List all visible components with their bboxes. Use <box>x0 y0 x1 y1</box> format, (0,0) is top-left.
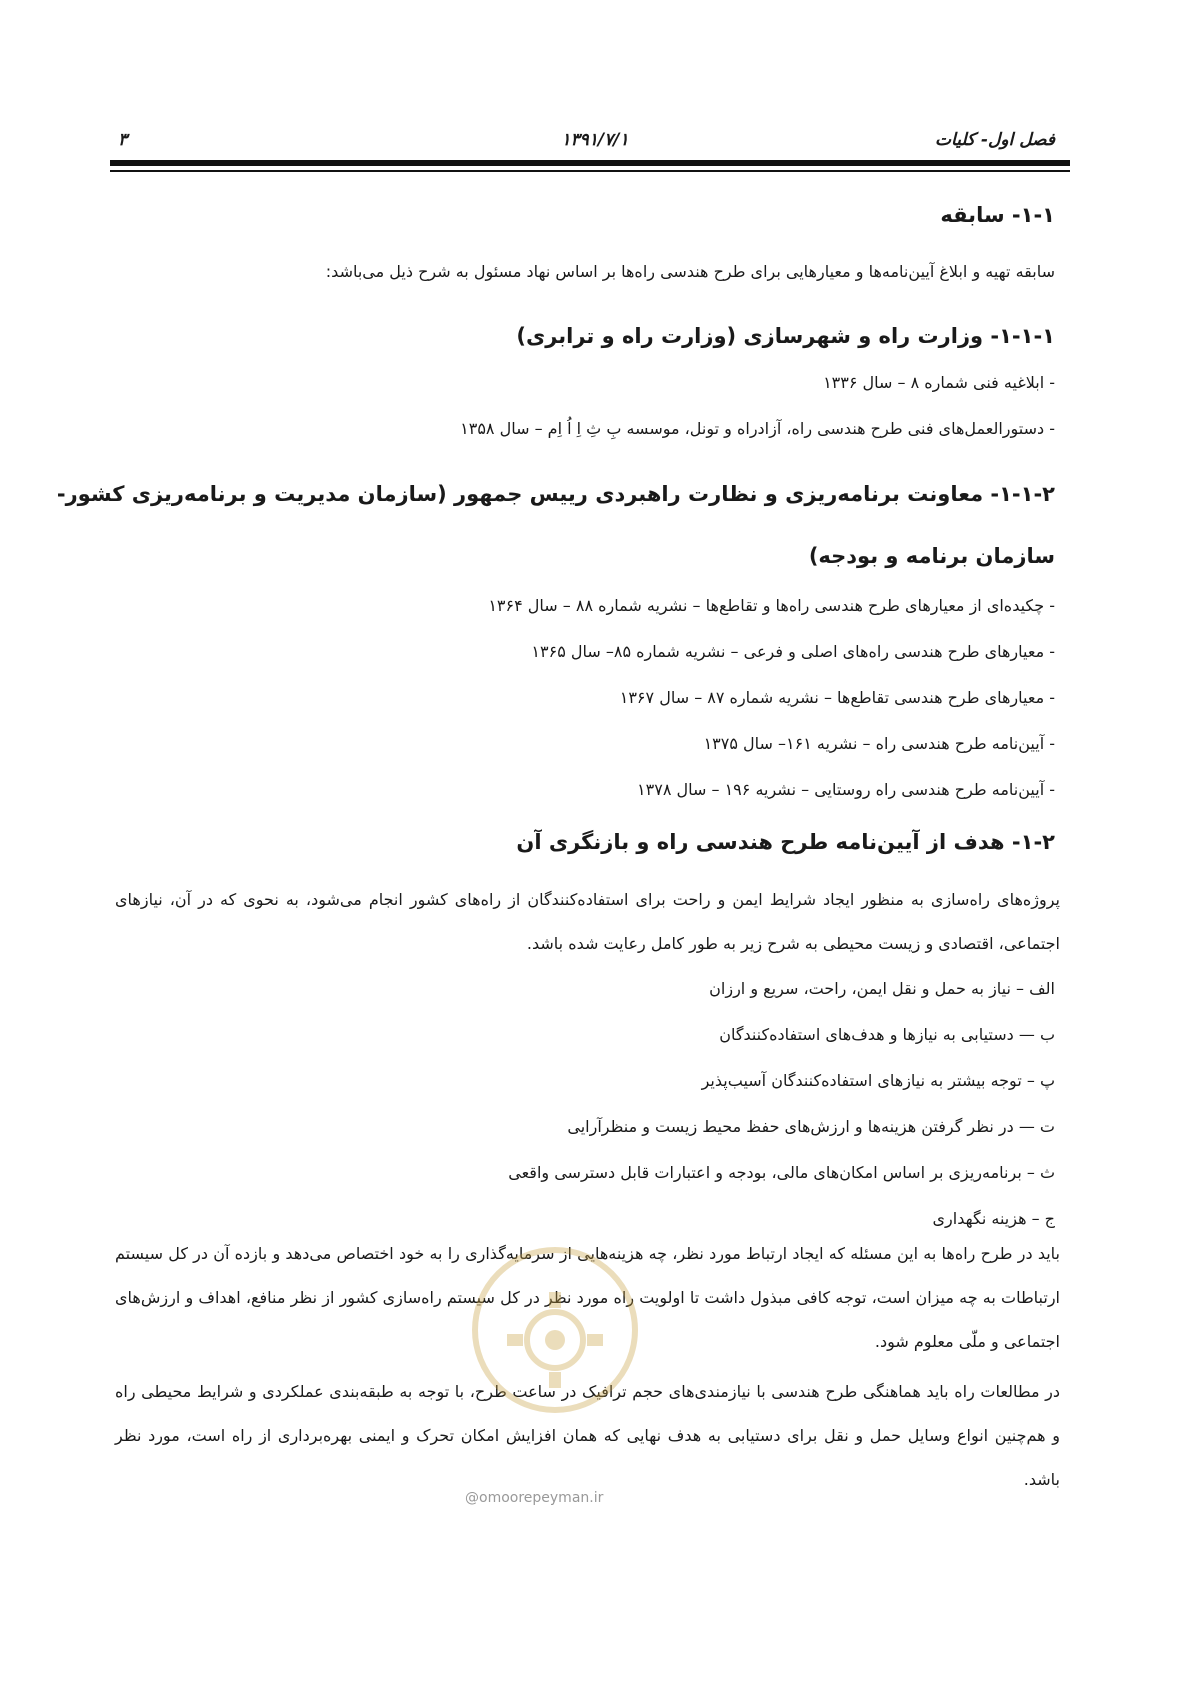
section-heading-1-1-2-cont: سازمان برنامه و بودجه) <box>808 544 1055 568</box>
publication-list <box>488 583 1055 813</box>
section-intro-1-1: سابقه تهیه و ابلاغ آیین‌نامه‌ها و معیارهایی برای طرح هندسی راه‌ها بر اساس نهاد مسئول به شرح ذیل می‌باشد: <box>325 262 1055 281</box>
paragraph-1: پروژه‌های راه‌سازی به منظور ایجاد شرایط ایمن و راحت برای استفاده‌کنندگان از راه‌های کشور انجام می‌شود، به نحوی که در آن، نیازهای اجتماعی، اقتصادی و زیست محیطی به شرح زیر به طور کامل رعایت شده باشد. <box>115 890 1060 953</box>
list-item: ب — دستیابی به نیازها و هدف‌های استفاده‌کنندگان <box>719 1025 1055 1044</box>
list-item: الف – نیاز به حمل و نقل ایمن، راحت، سریع و ارزان <box>709 979 1055 998</box>
list-item: ج – هزینه نگهداری <box>932 1209 1055 1228</box>
section-heading-1-1: ۱-۱- سابقه <box>940 203 1055 227</box>
header-rule-thick <box>110 160 1070 166</box>
list-item: - آیین‌نامه طرح هندسی راه – نشریه ۱۶۱– سال ۱۳۷۵ <box>703 734 1055 753</box>
header-rule-thin <box>110 170 1070 172</box>
goals-list <box>508 966 1055 1242</box>
list-item: - معیارهای طرح هندسی راه‌های اصلی و فرعی – نشریه شماره ۸۵– سال ۱۳۶۵ <box>531 642 1055 661</box>
list-item: - معیارهای طرح هندسی تقاطع‌ها – نشریه شماره ۸۷ – سال ۱۳۶۷ <box>619 688 1055 707</box>
section-heading-1-1-1: ۱-۱-۱- وزارت راه و شهرسازی (وزارت راه و ترابری) <box>516 324 1055 348</box>
list-item: پ – توجه بیشتر به نیازهای استفاده‌کنندگان آسیب‌پذیر <box>701 1071 1055 1090</box>
list-item: - آیین‌نامه طرح هندسی راه روستایی – نشریه ۱۹۶ – سال ۱۳۷۸ <box>637 780 1055 799</box>
document-date: ۱۳۹۱/۷/۱ <box>561 130 629 150</box>
watermark-text: @omoorepeyman.ir <box>465 1490 604 1506</box>
ministry-list <box>460 360 1055 452</box>
page-number: ۳ <box>118 130 128 150</box>
paragraph-2: باید در طرح راه‌ها به این مسئله که ایجاد ارتباط مورد نظر، چه هزینه‌هایی از سرمایه‌گذاری را به خود اختصاص می‌دهد و بازده آن در کل سیستم ارتباطات به چه میزان است، توجه کافی مبذول داشت تا اولویت راه مورد نظر در کل سیستم راه‌سازی کشور از نظر منافع، اهداف و ارزش‌های اجتماعی و ملّی معلوم شود. <box>115 1244 1060 1351</box>
list-item: - ابلاغیه فنی شماره ۸ – سال ۱۳۳۶ <box>823 373 1055 392</box>
section-heading-1-1-2: ۱-۱-۲- معاونت برنامه‌ریزی و نظارت راهبردی رییس جمهور (سازمان مدیریت و برنامه‌ریزی کشور- <box>56 482 1055 506</box>
list-item: - چکیده‌ای از معیارهای طرح هندسی راه‌ها و تقاطع‌ها – نشریه شماره ۸۸ – سال ۱۳۶۴ <box>488 596 1055 615</box>
watermark-logo-icon <box>455 1230 655 1430</box>
list-item: ث – برنامه‌ریزی بر اساس امکان‌های مالی، بودجه و اعتبارات قابل دسترسی واقعی <box>508 1163 1055 1182</box>
paragraph-3: در مطالعات راه باید هماهنگی طرح هندسی با نیازمندی‌های حجم ترافیک در ساعت طرح، با توجه به طبقه‌بندی عملکردی و شرایط محیطی راه و هم‌چنین انواع وسایل حمل و نقل برای دستیابی به هدف نهایی که همان افزایش امکان تحرک و ایمنی بهره‌برداری از راه است، مورد نظر باشد. <box>115 1382 1060 1489</box>
section-heading-1-2: ۱-۲- هدف از آیین‌نامه طرح هندسی راه و بازنگری آن <box>516 830 1055 854</box>
list-item: - دستورالعمل‌های فنی طرح هندسی راه، آزادراه و تونل، موسسه بِ ثِ اِ اُ اِم – سال ۱۳۵۸ <box>460 419 1055 438</box>
list-item: ت — در نظر گرفتن هزینه‌ها و ارزش‌های حفظ محیط زیست و منظرآرایی <box>567 1117 1055 1136</box>
chapter-title: فصل اول- کلیات <box>935 130 1055 150</box>
